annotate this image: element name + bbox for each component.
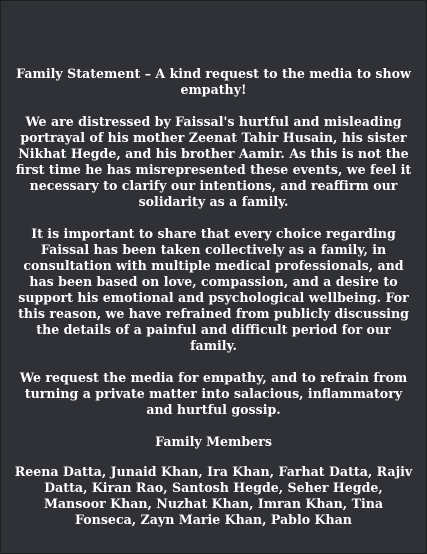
statement-paragraph-1: We are distressed by Faissal's hurtful and misleading portrayal of his mother Zeenat Tahir Husain, his sister Nikhat Hegde, and his brother Aamir. As this is not the first time he has misrepresented these events, we feel it necessary to clarify our intentions, and reaffirm our solidarity as a family. [15, 114, 412, 209]
family-statement [12, 66, 415, 528]
statement-paragraph-3: We request the media for empathy, and to refrain from turning a private matter into salacious, inflammatory and hurtful gossip. [19, 370, 408, 417]
members-heading: Family Members [155, 434, 272, 449]
members-list: Reena Datta, Junaid Khan, Ira Khan, Farhat Datta, Rajiv Datta, Kiran Rao, Santosh Hegde, Seher Hegde, Mansoor Khan, Nuzhat Khan, Imran Khan, Tina Fonseca, Zayn Marie Khan, Pablo Khan [14, 464, 413, 527]
statement-paragraph-2: It is important to share that every choice regarding Faissal has been taken collectively as a family, in consultation with multiple medical professionals, and has been based on love, compassion, and a desire to support his emotional and psychological wellbeing. For this reason, we have refrained from publicly discussing the details of a painful and difficult period for our family. [18, 226, 409, 353]
statement-title: Family Statement – A kind request to the media to show empathy! [16, 66, 411, 97]
